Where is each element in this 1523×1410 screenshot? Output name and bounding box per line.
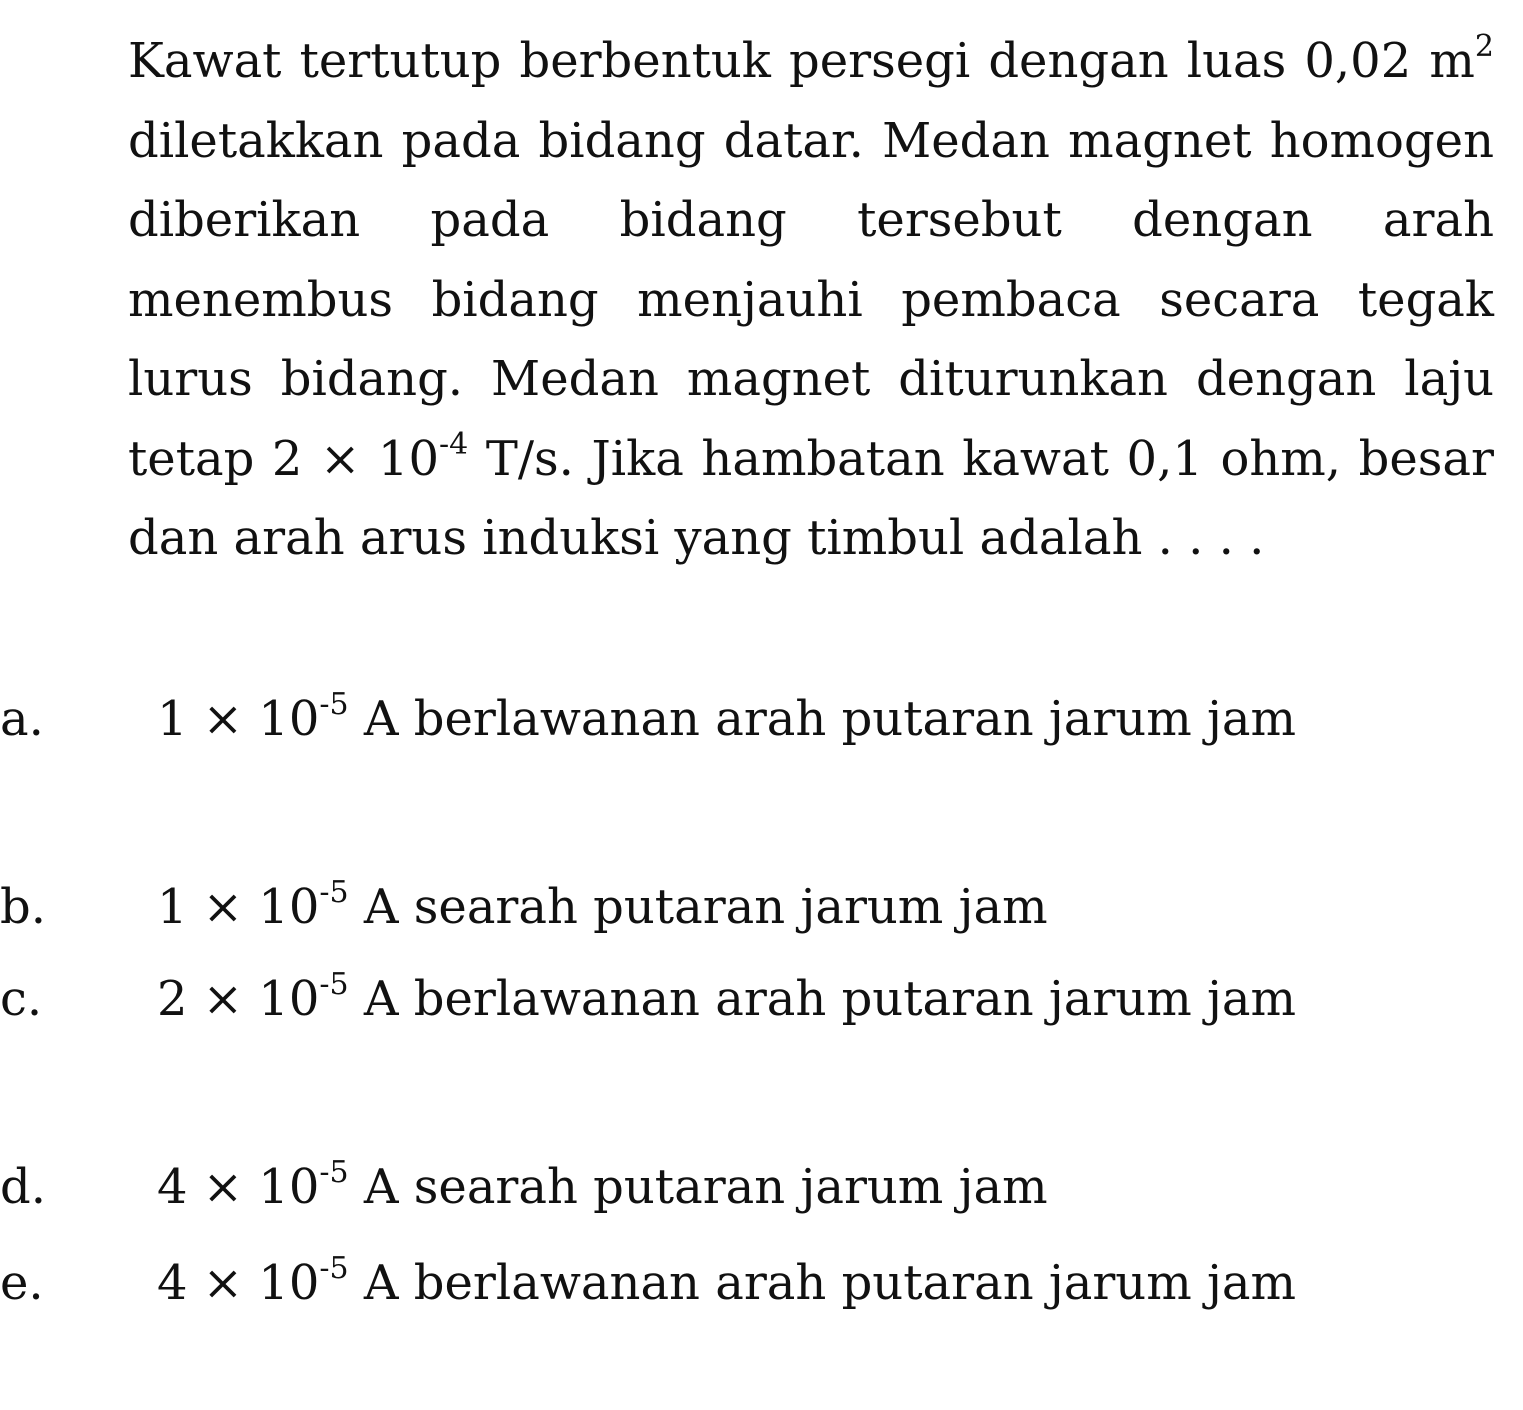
option-text xyxy=(157,686,1494,752)
option-letter: b. xyxy=(0,879,46,935)
option-exponent: -5 xyxy=(319,967,349,1002)
option-base: 1 × 10 xyxy=(157,691,320,747)
rate-exponent: -4 xyxy=(438,426,469,462)
question-part-1: Kawat tertutup berbentuk persegi dengan luas 0,02 m xyxy=(128,33,1475,89)
question-part-3: T/s. Jika hambatan kawat 0,1 ohm, besar dan arah arus induksi yang timbul adalah . . . . xyxy=(128,430,1494,566)
option-e[interactable] xyxy=(0,1250,1494,1410)
option-c[interactable] xyxy=(0,966,1494,1154)
option-rest: A searah putaran jarum jam xyxy=(348,879,1048,935)
option-exponent: -5 xyxy=(319,1251,349,1286)
option-rest: A berlawanan arah putaran jarum jam xyxy=(348,971,1297,1027)
answer-options xyxy=(0,686,1494,1410)
option-base: 4 × 10 xyxy=(157,1159,320,1215)
option-a[interactable] xyxy=(0,686,1494,874)
option-rest: A searah putaran jarum jam xyxy=(348,1159,1048,1215)
option-rest: A berlawanan arah putaran jarum jam xyxy=(348,1255,1297,1311)
option-text xyxy=(157,1250,1494,1316)
option-letter: e. xyxy=(0,1255,44,1311)
option-exponent: -5 xyxy=(319,687,349,722)
option-base: 2 × 10 xyxy=(157,971,320,1027)
option-exponent: -5 xyxy=(319,875,349,910)
area-unit-exponent: 2 xyxy=(1474,29,1494,64)
option-text xyxy=(157,966,1494,1032)
option-text xyxy=(157,1154,1494,1220)
option-base: 4 × 10 xyxy=(157,1255,320,1311)
option-base: 1 × 10 xyxy=(157,879,320,935)
option-d[interactable] xyxy=(0,1154,1494,1250)
option-b[interactable] xyxy=(0,874,1494,966)
option-text xyxy=(157,874,1494,940)
option-letter: a. xyxy=(0,691,44,747)
option-rest: A berlawanan arah putaran jarum jam xyxy=(348,691,1297,747)
option-letter: d. xyxy=(0,1159,46,1215)
question-text xyxy=(128,22,1494,579)
option-exponent: -5 xyxy=(319,1155,349,1190)
option-letter: c. xyxy=(0,971,43,1027)
question-part-2: diletakkan pada bidang datar. Medan magnet homogen diberikan pada bidang tersebut dengan arah menembus bidang menjauhi pembaca secara tegak lurus bidang. Medan magnet diturunkan dengan laju tetap 2 × 10 xyxy=(128,112,1494,487)
